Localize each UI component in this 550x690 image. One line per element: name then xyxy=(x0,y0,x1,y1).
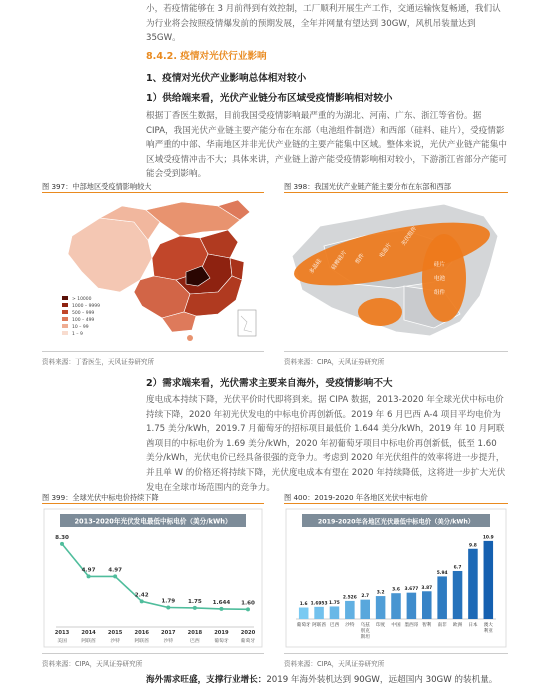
fig398-source: 资料来源：CIPA，天风证券研究所 xyxy=(284,358,385,366)
data-label: 3.6 xyxy=(392,587,400,593)
fig397-rule xyxy=(42,192,264,193)
data-label: 4.97 xyxy=(81,567,96,574)
fig399-rule xyxy=(42,503,264,504)
x-tick-label: 利亚 xyxy=(483,629,493,634)
data-point xyxy=(166,605,170,609)
subheading-1a: 1）供给端来看，光伏产业链分布区域受疫情影响相对较小 xyxy=(146,93,393,104)
legend-label: 100 – 499 xyxy=(72,318,95,323)
data-label: 9.8 xyxy=(469,543,477,549)
zone-label: 多晶硅 xyxy=(308,258,324,276)
fig397-caption: 图 397：中部地区受疫情影响较大 xyxy=(42,182,152,191)
data-label: 3.677 xyxy=(404,587,419,593)
data-label: 1.60 xyxy=(241,600,255,607)
bar xyxy=(407,593,417,619)
fig397-source: 资料来源：丁香医生，天风证券研究所 xyxy=(42,358,155,366)
x-tick-label: 葡萄牙 xyxy=(296,623,311,628)
x-sub-label: 阿联酋 xyxy=(134,639,149,644)
paragraph-supply: 根据丁香医生数据，目前我国受疫情影响最严重的为湖北、河南、广东、浙江等省份。据 CIPA，我国光伏产业链主要产能分布在东部（电池组件制造）和西部（硅料、硅片），受疫情影响严重的中部、华南地区并非光伏产业链的主要产能集中区域。整体来说，光伏产业链产能集中区域受疫情冲击不大；具体来讲，产业链上游产能受疫情影响相对较小，下游浙江省部分产能可能会受到影响。 xyxy=(146,111,507,180)
china-covid-map xyxy=(42,196,264,346)
x-tick-label: 乌兹 xyxy=(360,623,370,628)
bar xyxy=(376,596,386,619)
fig397-map xyxy=(42,196,264,346)
legend-label: > 10000 xyxy=(72,297,92,302)
bar xyxy=(330,606,340,619)
bar xyxy=(422,591,432,619)
bar xyxy=(314,607,324,619)
legend-label: 1 – 9 xyxy=(72,332,83,337)
legend-label: 500 – 999 xyxy=(72,311,95,316)
x-tick-label: 2018 xyxy=(187,630,203,636)
x-tick-label: 阿联酋 xyxy=(312,623,326,628)
intro-paragraph: 小，若疫情能够在 3 月前得到有效控制，工厂顺利开展生产工作，交通运输恢复畅通，我们认为行业将会按照疫情爆发前的预期发展，全年并网量有望达到 30GW，风机吊装量达到 35GW。 xyxy=(146,4,501,44)
fig398-caption: 图 398：我国光伏产业链产能主要分布在东部和西部 xyxy=(284,182,451,191)
x-sub-label: 沙特 xyxy=(163,639,174,644)
x-sub-label: 葡萄牙 xyxy=(214,639,229,644)
bottom-text: 2019 年海外装机达到 90GW，远超国内 30GW 的装机量。 xyxy=(266,675,498,685)
price-line-chart xyxy=(42,507,264,649)
data-label: 1.6953 xyxy=(310,601,328,607)
bottom-paragraph xyxy=(146,673,526,688)
x-tick-label: 别克 xyxy=(360,629,370,634)
data-label: 10.9 xyxy=(482,535,494,541)
data-label: 1.644 xyxy=(212,599,231,606)
bar xyxy=(391,593,401,619)
data-label: 1.79 xyxy=(161,598,176,605)
paragraph-demand: 度电成本持续下降，光伏平价时代即将到来。据 CIPA 数据，2013-2020 年全球光伏中标电价持续下降，2020 年初光伏发电的中标电价再创新低。2019 年 6 月巴西 A-4 项目平均电价为 1.75 美分/kWh，2019.7 月葡萄牙的招标项目最低价 1.644 美分/kWh，2019 年 10 月阿联酋项目的中标电价为 1.69 美分/kWh，2020 年初葡萄牙项目中标电价再创新低，低至 1.60 美分/kWh，光伏电价已经具备很强的竞争力。考虑到 2020 年光伏组件的效率将进一步提升，并且单 W 的价格还将持续下降，光伏度电成本有望在 2020 年持续降低，这将进一步扩大光伏发电在全球市场范围内的竞争力。 xyxy=(146,395,506,493)
x-tick-label: 日本 xyxy=(468,623,478,628)
data-point xyxy=(193,606,197,610)
legend-label: 10 – 99 xyxy=(72,325,89,330)
data-label: 2.526 xyxy=(342,595,357,601)
x-tick-label: 2013 xyxy=(54,630,70,636)
x-tick-label: 沙特 xyxy=(345,623,355,628)
chart-title: 2019-2020年各地区光伏最低中标电价（美分/kWh） xyxy=(317,518,475,526)
x-sub-label: 沙特 xyxy=(110,639,120,644)
x-tick-label: 2015 xyxy=(107,630,123,636)
x-tick-label: 欧洲 xyxy=(452,623,463,628)
data-label: 2.7 xyxy=(361,594,370,600)
x-tick-label: 2016 xyxy=(134,630,149,636)
bar xyxy=(345,601,355,619)
data-label: 3.87 xyxy=(421,585,433,591)
fig398-rule xyxy=(284,192,508,193)
x-tick-label: 印度 xyxy=(376,623,386,628)
zone-label: 硅片 xyxy=(434,262,446,268)
bar xyxy=(299,608,309,619)
x-tick-label: 澳大 xyxy=(483,623,493,628)
data-label: 6.7 xyxy=(453,565,462,571)
zone-label: 组件 xyxy=(434,290,446,296)
chart-title: 2013-2020年光伏发电最低中标电价（美分/kWh） xyxy=(74,517,232,526)
data-point xyxy=(60,542,64,546)
fig399-source: 资料来源：CIPA，天风证券研究所 xyxy=(42,660,143,668)
subheading-1: 1、疫情对光伏产业影响总体相对较小 xyxy=(146,73,307,84)
data-label: 3.2 xyxy=(376,590,385,596)
data-point xyxy=(113,574,117,578)
south-capacity-zone xyxy=(358,298,402,326)
zone-label: 硅棒硅片 xyxy=(330,249,349,272)
data-point xyxy=(87,574,91,578)
fig399-caption: 图 399：全球光伏中标电价持续下降 xyxy=(42,493,159,502)
x-tick-label: 2014 xyxy=(81,630,96,636)
x-tick-label: 中国 xyxy=(391,623,401,628)
x-tick-label: 墨西哥 xyxy=(404,623,419,628)
x-tick-label: 巴西 xyxy=(329,623,340,628)
zone-label: 组件 xyxy=(354,252,366,266)
fig400-rule xyxy=(284,503,508,504)
subheading-1b: 2）需求端来看，光伏需求主要来自海外，受疫情影响不大 xyxy=(146,378,393,389)
zone-label: 电池 xyxy=(434,276,446,282)
bar xyxy=(484,541,494,619)
x-tick-label: 南非 xyxy=(437,623,447,628)
x-tick-label: 斯坦 xyxy=(360,635,370,640)
x-tick-label: 2019 xyxy=(214,630,229,636)
zone-label: 电池片 xyxy=(378,242,394,260)
series-line-segment xyxy=(195,608,222,609)
x-tick-label: 2020 xyxy=(240,630,256,636)
data-point xyxy=(246,607,250,611)
bar xyxy=(468,549,478,619)
data-label: 2.42 xyxy=(134,592,149,599)
price-bar-chart xyxy=(284,507,508,649)
fig400-chart xyxy=(284,507,508,649)
data-label: 1.75 xyxy=(187,598,202,605)
data-label: 1.75 xyxy=(329,600,340,606)
legend-label: 1000 – 9999 xyxy=(72,304,101,309)
bar xyxy=(360,600,370,619)
section-heading: 8.4.2. 疫情对光伏行业影响 xyxy=(146,51,267,62)
bar xyxy=(437,576,447,619)
data-label: 8.30 xyxy=(55,534,69,541)
data-label: 4.97 xyxy=(108,567,123,574)
x-sub-label: 葡萄牙 xyxy=(240,639,256,644)
x-tick-label: 2017 xyxy=(161,630,176,636)
x-sub-label: 美国 xyxy=(57,639,67,644)
x-tick-label: 智利 xyxy=(422,623,432,628)
fig400-caption: 图 400：2019-2020 年各地区光伏中标电价 xyxy=(284,493,428,502)
fig400-source: 资料来源：CIPA，天风证券研究所 xyxy=(284,660,385,668)
data-label: 1.6 xyxy=(299,602,308,608)
fig398-map xyxy=(284,196,508,346)
pv-capacity-map xyxy=(284,196,508,346)
zone-label: 光伏组件 xyxy=(400,225,419,248)
x-sub-label: 阿联酋 xyxy=(81,639,96,644)
data-point xyxy=(140,599,144,603)
bar xyxy=(453,571,463,619)
bottom-bold-lead: 海外需求旺盛，支撑行业增长： xyxy=(146,675,267,685)
x-sub-label: 巴西 xyxy=(190,639,200,644)
data-label: 5.94 xyxy=(436,570,448,576)
data-point xyxy=(219,607,223,611)
fig399-chart xyxy=(42,507,264,649)
